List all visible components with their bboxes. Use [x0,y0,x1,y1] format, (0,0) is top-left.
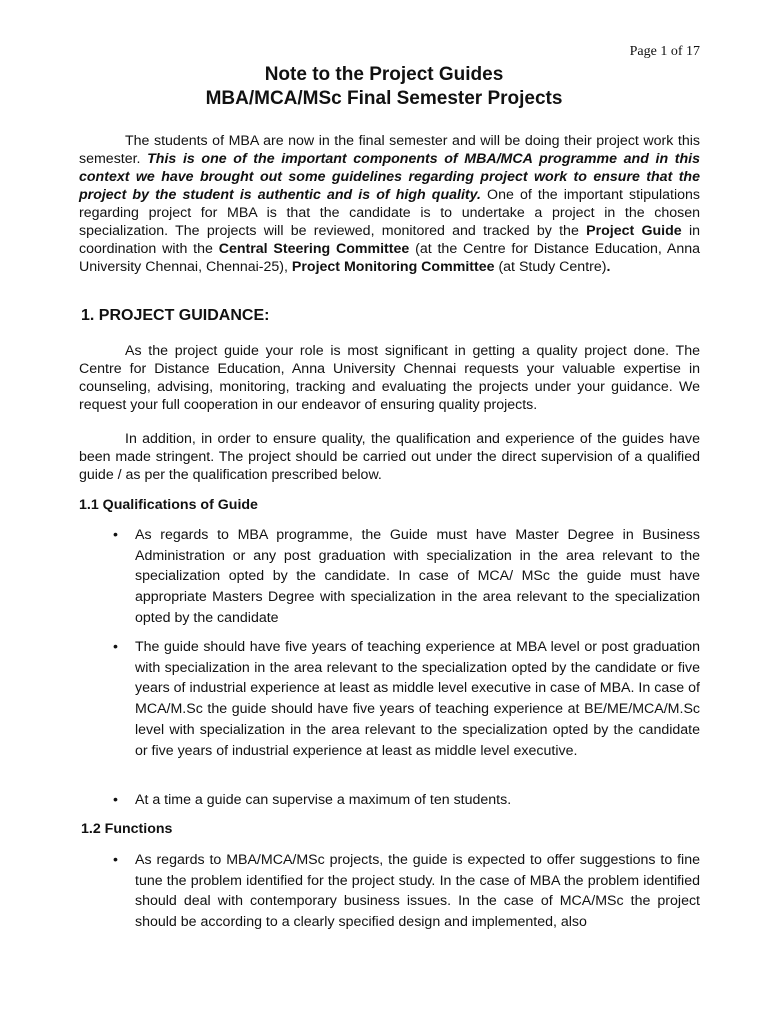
term-project-guide: Project Guide [586,223,682,239]
list-item-text: At a time a guide can supervise a maximum of ten students. [135,792,512,808]
list-item [113,637,700,761]
subsection-heading-functions: 1.2 Functions [81,821,173,837]
intro-text-4: (at the Centre for Distance Education, Anna University Chennai, Chennai-25), [79,241,701,275]
project-guidance-paragraph-2: In addition, in order to ensure quality, the qualification and experience of the guides have been made stringent. The project should be carried out under the direct supervision of a qualified guide / as per the qualification prescribed below. [79,431,700,483]
project-guidance-paragraph-1: As the project guide your role is most significant in getting a quality project done. The Centre for Distance Education, Anna University Chennai requests your valuable expertise in counseling, advising, monitoring, tracking and evaluating the projects under your guidance. We request your full cooperation in our endeavor of ensuring quality projects. [79,343,700,413]
intro-text-3: in coordination with the [79,223,700,257]
intro-text-5: (at Study Centre) [494,259,607,275]
qualifications-list [113,790,700,811]
intro-text-1: The students of MBA are now in the final semester and will be doing their project work this semester. [79,133,700,167]
list-item-text: As regards to MBA programme, the Guide must have Master Degree in Business Administration or any post graduation with specialization in the area relevant to the specialization opted by the candidate. In case of MCA/ MSc the guide must have appropriate Masters Degree with specialization in the area relevant to the specialization opted by the candidate [135,527,700,626]
intro-paragraph [79,132,700,276]
qualifications-list [113,525,700,629]
functions-list [113,850,700,933]
page-title: Note to the Project Guides [264,64,504,85]
list-item-text: As regards to MBA/MCA/MSc projects, the guide is expected to offer suggestions to fine tune the problem identified for the project study. In the case of MBA the problem identified should deal with contemporary business issues. In the case of MCA/MSc the project should be according to a clearly specified design and implemented, also [135,852,700,931]
bullet-icon: • [113,792,118,808]
list-item [113,525,700,629]
page-subtitle: MBA/MCA/MSc Final Semester Projects [205,88,563,109]
list-item-text: The guide should have five years of teaching experience at MBA level or post graduation with specialization in the area relevant to the specialization opted by the candidate or five years of industrial experience at least as middle level executive in case of MBA. In case of MCA/M.Sc the guide should have five years of teaching experience at BE/ME/MCA/M.Sc level with specialization in the area relevant to the specialization opted by the candidate or five years of industrial experience at least as middle level executive. [135,639,700,759]
bullet-icon: • [113,852,118,868]
intro-text-2: One of the important stipulations regarding project for MBA is that the candidate is to undertake a project in the chosen specialization. The projects will be reviewed, monitored and tracked by the [79,187,701,239]
term-project-monitoring-committee: Project Monitoring Committee [291,259,495,275]
intro-emphasis: This is one of the important components of MBA/MCA programme and in this context we have brought out some guidelines regarding project work to ensure that the project by the student is authentic and is of high quality. [79,151,700,203]
bullet-icon: • [113,639,118,655]
bullet-icon: • [113,527,118,543]
list-item [113,790,700,811]
intro-period: . [606,259,611,275]
section-heading-project-guidance: 1. PROJECT GUIDANCE: [81,307,270,324]
term-central-steering-committee: Central Steering Committee [218,241,410,257]
list-item [113,850,700,933]
qualifications-list [113,637,700,761]
subsection-heading-qualifications: 1.1 Qualifications of Guide [79,497,258,513]
page-number: Page 1 of 17 [629,44,700,59]
